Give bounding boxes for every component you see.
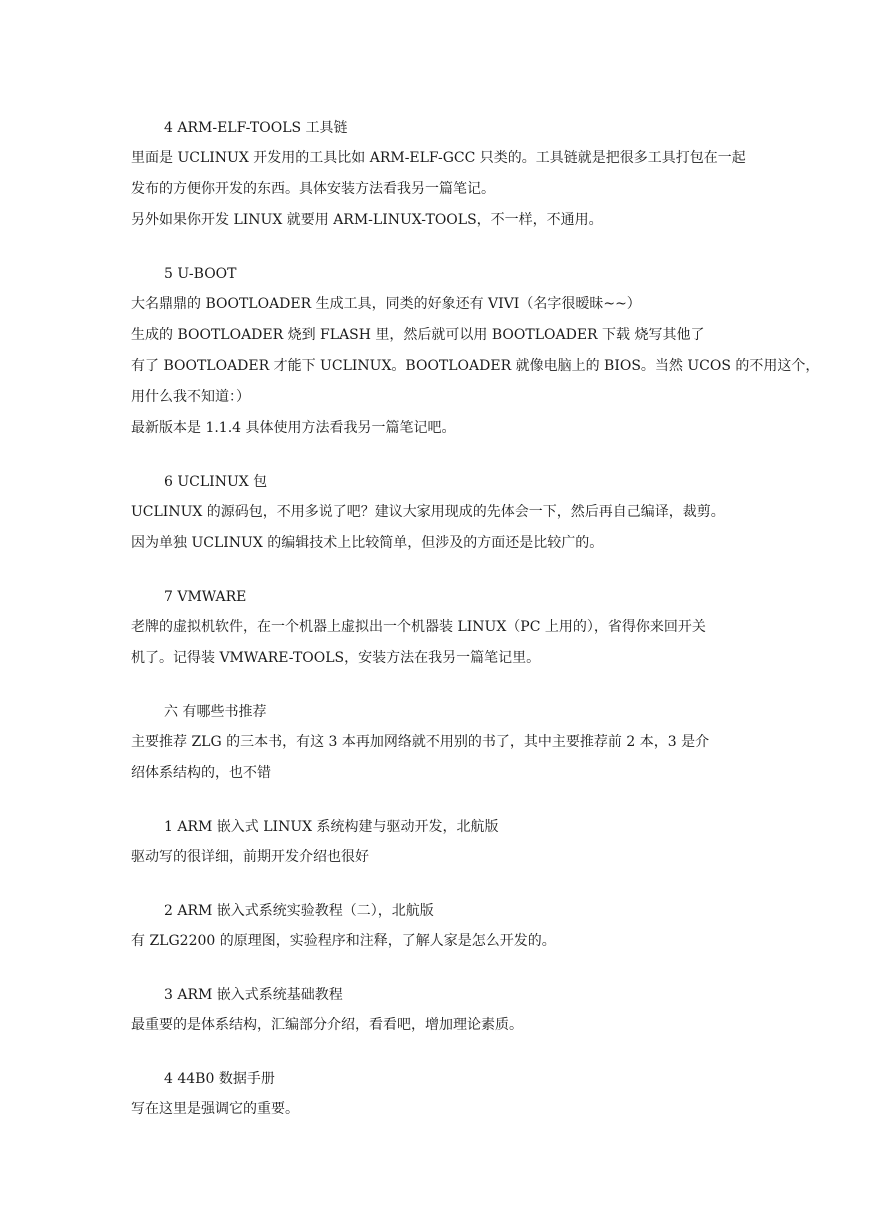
paragraph-line: 大名鼎鼎的 BOOTLOADER 生成工具，同类的好象还有 VIVI（名字很暧昧~~） <box>131 296 641 312</box>
section-heading: 7 VMWARE <box>164 589 247 605</box>
paragraph-line: 绍体系结构的，也不错 <box>131 765 271 781</box>
section-heading: 6 UCLINUX 包 <box>164 474 268 490</box>
paragraph-line: 有 ZLG2200 的原理图，实验程序和注释，了解人家是怎么开发的。 <box>131 933 556 949</box>
paragraph-line: 里面是 UCLINUX 开发用的工具比如 ARM-ELF-GCC 只类的。工具链就是把很多工具打包在一起 <box>131 150 746 166</box>
paragraph-line: 驱动写的很详细，前期开发介绍也很好 <box>131 849 369 865</box>
section-heading: 4 ARM-ELF-TOOLS 工具链 <box>164 120 348 136</box>
section-heading: 六 有哪些书推荐 <box>164 704 267 720</box>
paragraph-line: 写在这里是强调它的重要。 <box>131 1101 299 1117</box>
paragraph-line: 机了。记得装 VMWARE-TOOLS，安装方法在我另一篇笔记里。 <box>131 650 541 666</box>
paragraph-line: UCLINUX 的源码包，不用多说了吧？建议大家用现成的先体会一下，然后再自己编译，裁剪。 <box>131 504 725 520</box>
paragraph-line: 用什么我不知道：） <box>131 389 250 405</box>
paragraph-line: 发布的方便你开发的东西。具体安装方法看我另一篇笔记。 <box>131 181 495 197</box>
paragraph-line: 老牌的虚拟机软件，在一个机器上虚拟出一个机器装 LINUX（PC 上用的），省得你来回开关 <box>131 619 706 635</box>
book-heading: 4 44B0 数据手册 <box>164 1071 275 1087</box>
book-heading: 2 ARM 嵌入式系统实验教程（二），北航版 <box>164 903 434 919</box>
paragraph-line: 生成的 BOOTLOADER 烧到 FLASH 里，然后就可以用 BOOTLOADER 下载 烧写其他了 <box>131 327 705 343</box>
paragraph-line: 最重要的是体系结构，汇编部分介绍，看看吧，增加理论素质。 <box>131 1017 523 1033</box>
book-heading: 3 ARM 嵌入式系统基础教程 <box>164 987 343 1003</box>
section-heading: 5 U-BOOT <box>164 266 237 282</box>
paragraph-line: 主要推荐 ZLG 的三本书，有这 3 本再加网络就不用别的书了，其中主要推荐前 2 本，3 是介 <box>131 734 710 750</box>
paragraph-line: 另外如果你开发 LINUX 就要用 ARM-LINUX-TOOLS，不一样，不通用。 <box>131 212 603 228</box>
book-heading: 1 ARM 嵌入式 LINUX 系统构建与驱动开发，北航版 <box>164 819 499 835</box>
paragraph-line: 有了 BOOTLOADER 才能下 UCLINUX。BOOTLOADER 就像电脑上的 BIOS。当然 UCOS 的不用这个， <box>131 358 820 374</box>
paragraph-line: 因为单独 UCLINUX 的编辑技术上比较简单，但涉及的方面还是比较广的。 <box>131 535 604 551</box>
paragraph-line: 最新版本是 1.1.4 具体使用方法看我另一篇笔记吧。 <box>131 420 456 436</box>
